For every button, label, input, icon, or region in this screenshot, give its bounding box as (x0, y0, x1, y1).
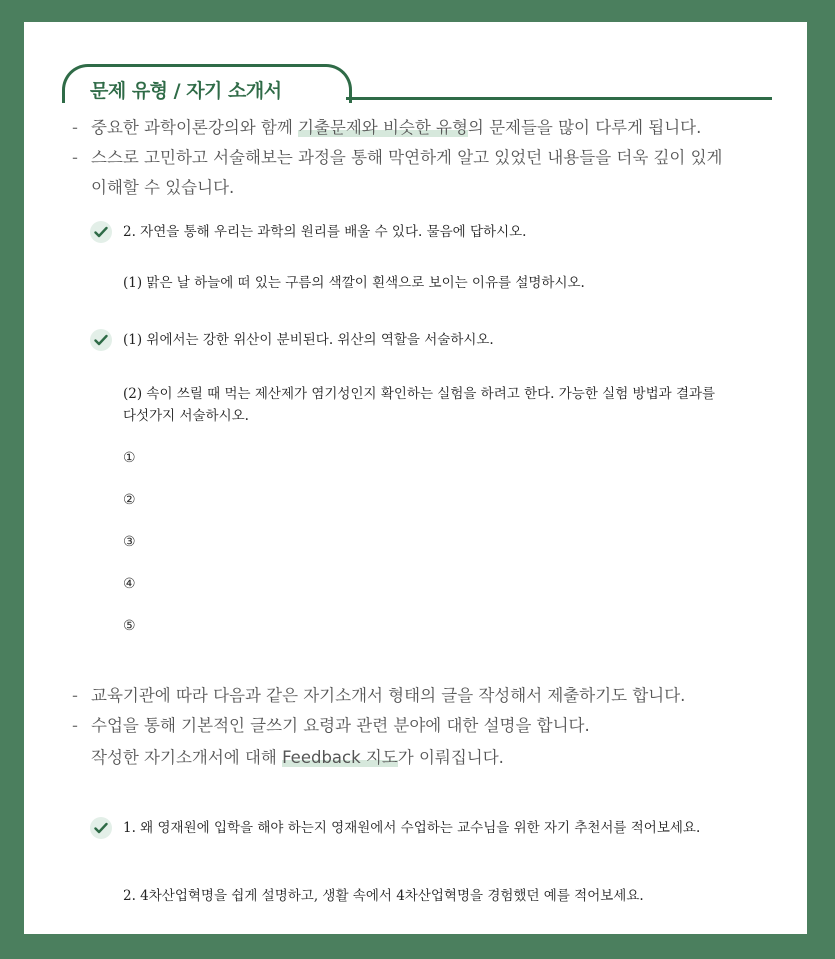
answer-marker-3: ③ (123, 534, 136, 550)
bullet-text: 교육기관에 따라 다음과 같은 자기소개서 형태의 글을 작성해서 제출하기도 합니다. (91, 686, 686, 705)
bullet-dash: - (72, 148, 78, 167)
question-2-1-prompt: (1) 맑은 날 하늘에 떠 있는 구름의 색깔이 흰색으로 보이는 이유를 설명하시오. (123, 275, 585, 291)
bullet-text: 스스로 고민하고 서술해보는 과정을 통해 막연하게 알고 있었던 내용들을 더욱 깊이 있게 (91, 148, 723, 167)
stomach-question-2-line2: 다섯가지 서술하시오. (123, 408, 249, 424)
bullet-dash: - (72, 686, 78, 705)
answer-marker-1: ① (123, 450, 136, 466)
answer-marker-2: ② (123, 492, 136, 508)
check-icon (90, 817, 112, 839)
bullet-dash: - (72, 716, 78, 735)
answer-marker-4: ④ (123, 576, 136, 592)
worksheet-page (24, 22, 807, 934)
header-underline (346, 97, 772, 100)
stomach-question-1: (1) 위에서는 강한 위산이 분비된다. 위산의 역할을 서술하시오. (123, 332, 494, 348)
essay-prompt-1: 1. 왜 영재원에 입학을 해야 하는지 영재원에서 수업하는 교수님을 위한 자기 추천서를 적어보세요. (123, 820, 701, 836)
section-title: 문제 유형 / 자기 소개서 (90, 80, 282, 102)
highlighted-phrase: Feedback 지도 (282, 748, 398, 767)
bullet-dash: - (72, 118, 78, 137)
check-icon (90, 221, 112, 243)
stomach-question-2-line1: (2) 속이 쓰릴 때 먹는 제산제가 염기성인지 확인하는 실험을 하려고 한다. 가능한 실험 방법과 결과를 (123, 386, 716, 402)
bullet-text: 작성한 자기소개서에 대해 Feedback 지도가 이뤄집니다. (91, 748, 504, 767)
bullet-text: 중요한 과학이론강의와 함께 기출문제와 비슷한 유형의 문제들을 많이 다루게 됩니다. (91, 118, 702, 137)
question-2-prompt: 2. 자연을 통해 우리는 과학의 원리를 배울 수 있다. 물음에 답하시오. (123, 224, 527, 240)
bullet-text: 이해할 수 있습니다. (91, 178, 235, 197)
essay-prompt-2: 2. 4차산업혁명을 쉽게 설명하고, 생활 속에서 4차산업혁명을 경험했던 예를 적어보세요. (123, 888, 644, 904)
bullet-text: 수업을 통해 기본적인 글쓰기 요령과 관련 분야에 대한 설명을 합니다. (91, 716, 590, 735)
section-header (62, 64, 774, 104)
highlighted-phrase: 기출문제와 비슷한 유형 (298, 118, 468, 137)
check-icon (90, 329, 112, 351)
answer-marker-5: ⑤ (123, 618, 136, 634)
